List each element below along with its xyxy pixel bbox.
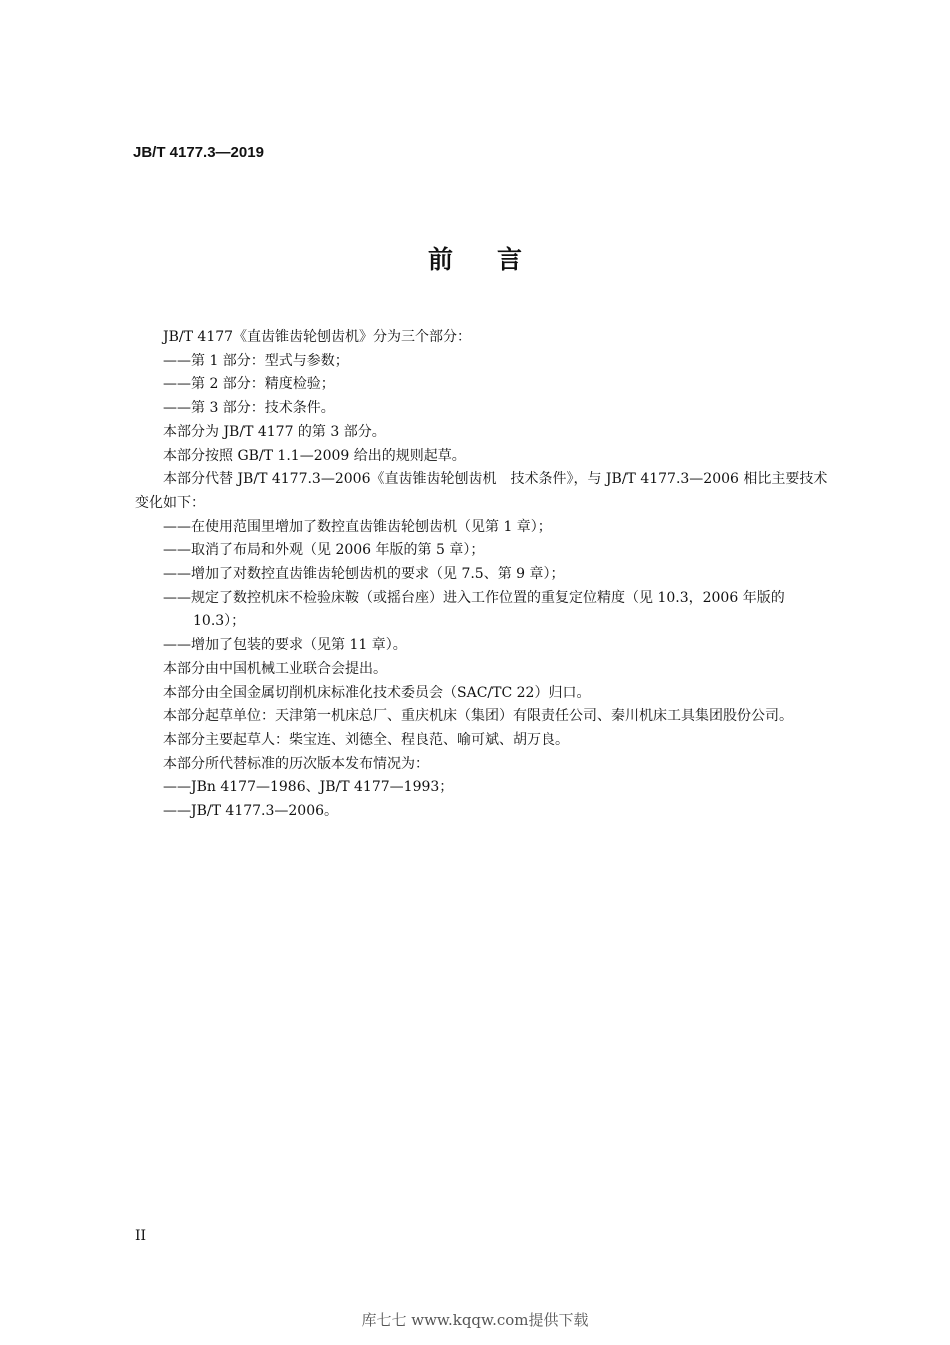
list-item-part1: ——第 1 部分：型式与参数； xyxy=(163,352,349,369)
paragraph-drafting-rules: 本部分按照 GB/T 1.1—2009 给出的规则起草。 xyxy=(163,447,466,464)
list-item-part2: ——第 2 部分：精度检验； xyxy=(163,376,335,393)
paragraph-drafting-units: 本部分起草单位：天津第一机床总厂、重庆机床（集团）有限责任公司、秦川机床工具集团股份公司。 xyxy=(163,708,793,725)
paragraph-replaces: 本部分代替 JB/T 4177.3—2006《直齿锥齿轮刨齿机 技术条件》，与 JB/T 4177.3—2006 相比主要技术变化如下： xyxy=(135,471,828,511)
paragraph-history: 本部分所代替标准的历次版本发布情况为： xyxy=(163,755,429,772)
paragraph-committee: 本部分由全国金属切削机床标准化技术委员会（SAC/TC 22）归口。 xyxy=(163,684,591,701)
paragraph-drafters: 本部分主要起草人：柴宝连、刘德全、程良范、喻可斌、胡万良。 xyxy=(163,731,569,748)
paragraph-proposer: 本部分由中国机械工业联合会提出。 xyxy=(163,660,387,677)
download-watermark: 库七七 www.kqqw.com提供下载 xyxy=(361,1311,589,1329)
paragraph-scope: 本部分为 JB/T 4177 的第 3 部分。 xyxy=(163,423,386,440)
list-item-change4: ——规定了数控机床不检验床鞍（或摇台座）进入工作位置的重复定位精度（见 10.3，2006 年版的 10.3）； xyxy=(163,589,785,630)
document-body xyxy=(135,326,841,824)
list-item-change2: ——取消了布局和外观（见 2006 年版的第 5 章）； xyxy=(163,542,485,559)
list-item-history1: ——JBn 4177—1986、JB/T 4177—1993； xyxy=(163,779,454,796)
page-number: II xyxy=(135,1228,147,1244)
document-number: JB/T 4177.3—2019 xyxy=(133,144,264,161)
list-item-part3: ——第 3 部分：技术条件。 xyxy=(163,400,335,417)
list-item-change3: ——增加了对数控直齿锥齿轮刨齿机的要求（见 7.5、第 9 章）； xyxy=(163,566,565,583)
list-item-history2: ——JB/T 4177.3—2006。 xyxy=(163,803,339,820)
list-item-change5: ——增加了包装的要求（见第 11 章）。 xyxy=(163,637,407,654)
list-item-change1: ——在使用范围里增加了数控直齿锥齿轮刨齿机（见第 1 章）； xyxy=(163,518,552,535)
page-title: 前言 xyxy=(427,245,566,274)
paragraph-intro: JB/T 4177《直齿锥齿轮刨齿机》分为三个部分： xyxy=(163,329,472,345)
